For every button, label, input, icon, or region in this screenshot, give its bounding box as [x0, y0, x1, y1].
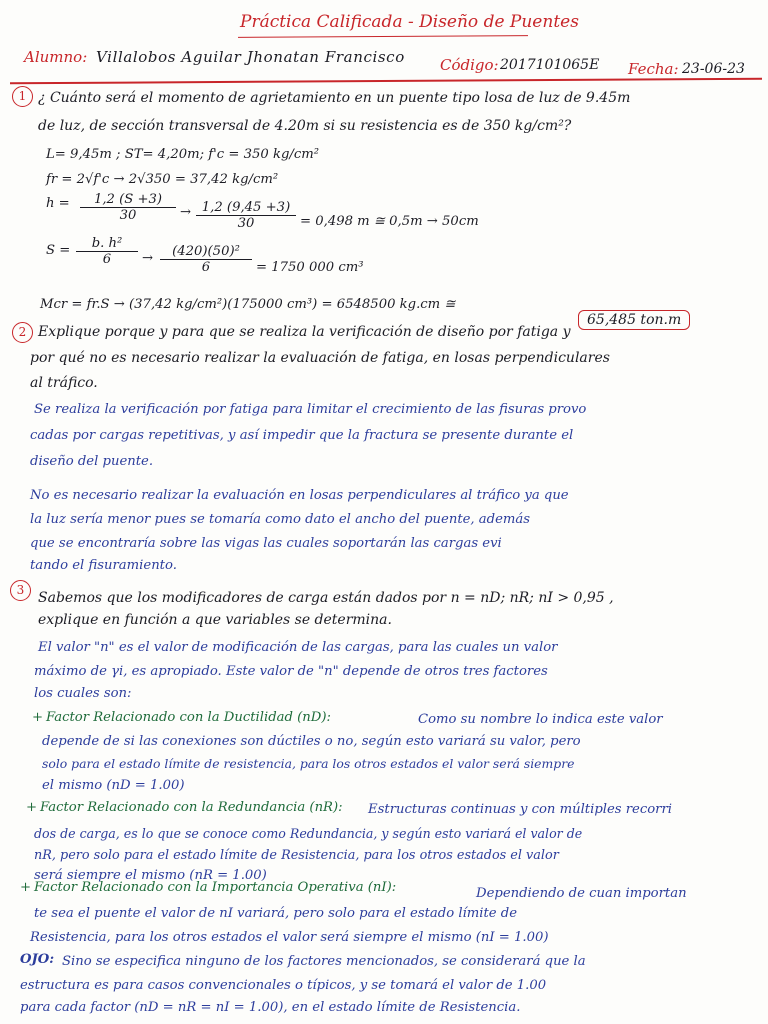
q1-h-denominator-2: 30 [237, 216, 255, 231]
question-3-line-1: Sabemos que los modificadores de carga están dados por n = nD; nR; nI > 0,95 , [38, 590, 614, 606]
q1-s-fraction-2 [160, 244, 252, 275]
q1-h-fraction [80, 192, 176, 223]
q2-answer-1-line-1: Se realiza la verificación por fatiga para limitar el crecimiento de las fisuras provo [34, 402, 587, 417]
q1-mcr-line: Mcr = fr.S → (37,42 kg/cm²)(175000 cm³) = 6548500 kg.cm ≅ [40, 297, 456, 312]
q1-fr-line: fr = 2√f'c → 2√350 = 37,42 kg/cm² [46, 172, 279, 187]
obs-line-3: para cada factor (nD = nR = nI = 1.00), en el estado límite de Resistencia. [20, 1000, 521, 1015]
factor-2-line-1: Estructuras continuas y con múltiples recorri [368, 802, 673, 817]
q3-intro-line-2: máximo de γi, es apropiado. Este valor de "n" depende de otros tres factores [34, 664, 548, 679]
q3-intro-line-1: El valor "n" es el valor de modificación de las cargas, para las cuales un valor [38, 640, 558, 655]
obs-line-2: estructura es para casos convencionales o típicos, y se tomará el valor de 1.00 [20, 978, 547, 993]
factor-1-title: Factor Relacionado con la Ductilidad (nD): [46, 710, 331, 725]
q1-final-answer: 65,485 ton.m [578, 310, 690, 330]
question-2-number: 2 [12, 322, 33, 343]
q1-h-fraction-2 [196, 200, 296, 231]
codigo-label: Código: [440, 56, 499, 74]
q2-answer-2-line-4: tando el fisuramiento. [30, 558, 177, 573]
q2-answer-2-line-2: la luz sería menor pues se tomaría como dato el ancho del puente, además [30, 512, 531, 527]
factor-3-line-2: te sea el puente el valor de nI variará, pero solo para el estado límite de [34, 906, 518, 921]
q1-h-lhs: h = [46, 196, 70, 211]
q1-h-result: = 0,498 m ≅ 0,5m → 50cm [300, 214, 479, 229]
factor-2-line-4: será siempre el mismo (nR = 1.00) [34, 868, 267, 883]
q2-answer-1-line-3: diseño del puente. [30, 454, 154, 469]
question-3-line-2: explique en función a que variables se determina. [38, 612, 392, 628]
alumno-name: Villalobos Aguilar Jhonatan Francisco [96, 48, 405, 66]
q2-answer-2-line-1: No es necesario realizar la evaluación en losas perpendiculares al tráfico ya que [30, 488, 569, 503]
header-divider [10, 78, 762, 85]
factor-3-title: Factor Relacionado con la Importancia Operativa (nI): [34, 880, 397, 895]
obs-label: OJO: [20, 952, 55, 967]
factor-1-line-1: Como su nombre lo indica este valor [418, 712, 663, 727]
bullet-icon: + [20, 880, 32, 895]
factor-3-line-1: Dependiendo de cuan importan [476, 886, 687, 901]
page-title: Práctica Calificada - Diseño de Puentes [240, 12, 579, 32]
question-2-line-1: Explique porque y para que se realiza la verificación de diseño por fatiga y [38, 324, 571, 340]
bullet-icon: + [32, 710, 44, 725]
q1-s-numerator: b. h² [76, 236, 138, 252]
q1-h-numerator-2: 1,2 (9,45 +3) [196, 200, 296, 216]
question-2-line-2: por qué no es necesario realizar la evaluación de fatiga, en losas perpendiculares [30, 350, 610, 366]
factor-3-line-3: Resistencia, para los otros estados el valor será siempre el mismo (nI = 1.00) [30, 930, 549, 945]
question-1-number: 1 [12, 86, 33, 107]
fecha-label: Fecha: [628, 60, 679, 78]
q1-data-line: L= 9,45m ; ST= 4,20m; f'c = 350 kg/cm² [46, 147, 320, 162]
q1-s-denominator-2: 6 [201, 260, 211, 275]
q3-intro-line-3: los cuales son: [34, 686, 132, 701]
question-3-number: 3 [10, 580, 31, 601]
factor-1-line-4: el mismo (nD = 1.00) [42, 778, 185, 793]
question-1-line-1: ¿ Cuánto será el momento de agrietamiento en un puente tipo losa de luz de 9.45m [38, 90, 631, 106]
obs-line-1: Sino se especifica ninguno de los factores mencionados, se considerará que la [62, 954, 586, 969]
q1-h-numerator: 1,2 (S +3) [80, 192, 176, 208]
q2-answer-1-line-2: cadas por cargas repetitivas, y así impedir que la fractura se presente durante el [30, 428, 574, 443]
fecha-value: 23-06-23 [682, 61, 745, 77]
factor-1-line-2: depende de si las conexiones son dúctiles o no, según esto variará su valor, pero [42, 734, 581, 749]
q1-s-lhs: S = [46, 243, 71, 258]
codigo-value: 2017101065E [500, 57, 600, 73]
arrow-icon: → [142, 251, 154, 266]
q1-s-fraction [76, 236, 138, 267]
q1-s-denominator: 6 [102, 252, 112, 267]
q2-answer-2-line-3: que se encontraría sobre las vigas las cuales soportarán las cargas evi [30, 536, 502, 551]
alumno-label: Alumno: [24, 48, 88, 66]
q1-s-numerator-2: (420)(50)² [160, 244, 252, 260]
q1-h-denominator: 30 [119, 208, 137, 223]
factor-2-line-2: dos de carga, es lo que se conoce como Redundancia, y según esto variará el valor de [34, 826, 583, 841]
factor-1-line-3: solo para el estado límite de resistencia, para los otros estados el valor será siempre [42, 756, 575, 771]
factor-2-title: Factor Relacionado con la Redundancia (nR): [40, 800, 343, 815]
question-1-line-2: de luz, de sección transversal de 4.20m si su resistencia es de 350 kg/cm²? [38, 118, 572, 134]
question-2-line-3: al tráfico. [30, 375, 98, 391]
bullet-icon: + [26, 800, 38, 815]
title-underline [238, 35, 528, 38]
factor-2-line-3: nR, pero solo para el estado límite de Resistencia, para los otros estados el valor [34, 848, 559, 863]
arrow-icon: → [180, 205, 192, 220]
q1-s-result: = 1750 000 cm³ [256, 260, 364, 275]
